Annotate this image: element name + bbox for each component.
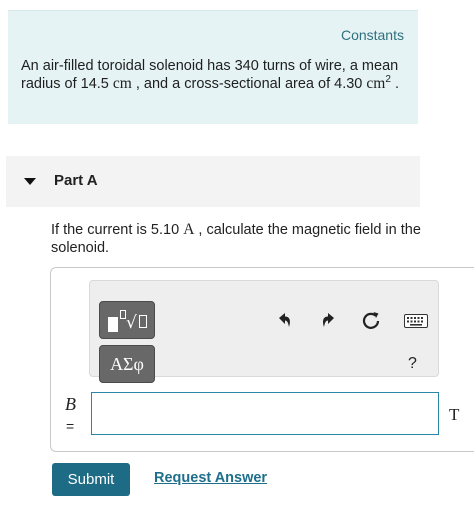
submit-button[interactable]: Submit <box>52 463 130 496</box>
equals-sign: = <box>66 418 75 434</box>
constants-link[interactable]: Constants <box>340 27 404 43</box>
greek-symbols-button[interactable]: ΑΣφ <box>99 345 155 383</box>
math-toolbar <box>89 280 439 377</box>
problem-text-part-1: An air-filled toroidal solenoid has 340 turns of wire, a mean radius of 14.5 <box>21 58 399 92</box>
redo-icon[interactable] <box>318 310 338 330</box>
reset-icon[interactable] <box>361 310 381 330</box>
problem-text-part-2: , and a cross-sectional area of 4.30 <box>135 76 363 92</box>
question-text <box>51 221 421 257</box>
template-button[interactable] <box>99 301 155 339</box>
problem-text-end: . <box>394 76 399 92</box>
help-button[interactable]: ? <box>408 355 417 372</box>
area-exponent: 2 <box>385 74 391 85</box>
radius-unit: cm <box>112 75 132 92</box>
undo-icon[interactable] <box>275 310 295 330</box>
problem-text <box>21 57 406 93</box>
template-icon: √ <box>106 308 150 334</box>
answer-unit-label: T <box>449 405 460 424</box>
collapse-caret-icon[interactable] <box>24 178 36 185</box>
request-answer-link[interactable]: Request Answer <box>154 470 268 486</box>
answer-variable-label: B <box>65 394 76 414</box>
question-text-part-2: , calculate the magnetic field in the solenoid. <box>51 222 421 256</box>
current-unit: A <box>183 221 195 238</box>
part-a-header[interactable] <box>6 156 420 207</box>
question-text-part-1: If the current is 5.10 <box>51 222 180 238</box>
problem-statement-box <box>8 10 418 124</box>
answer-input[interactable] <box>91 392 439 435</box>
answer-area <box>50 267 474 452</box>
part-title: Part A <box>54 172 98 189</box>
area-unit: cm <box>366 75 386 92</box>
keyboard-icon[interactable] <box>404 314 428 328</box>
